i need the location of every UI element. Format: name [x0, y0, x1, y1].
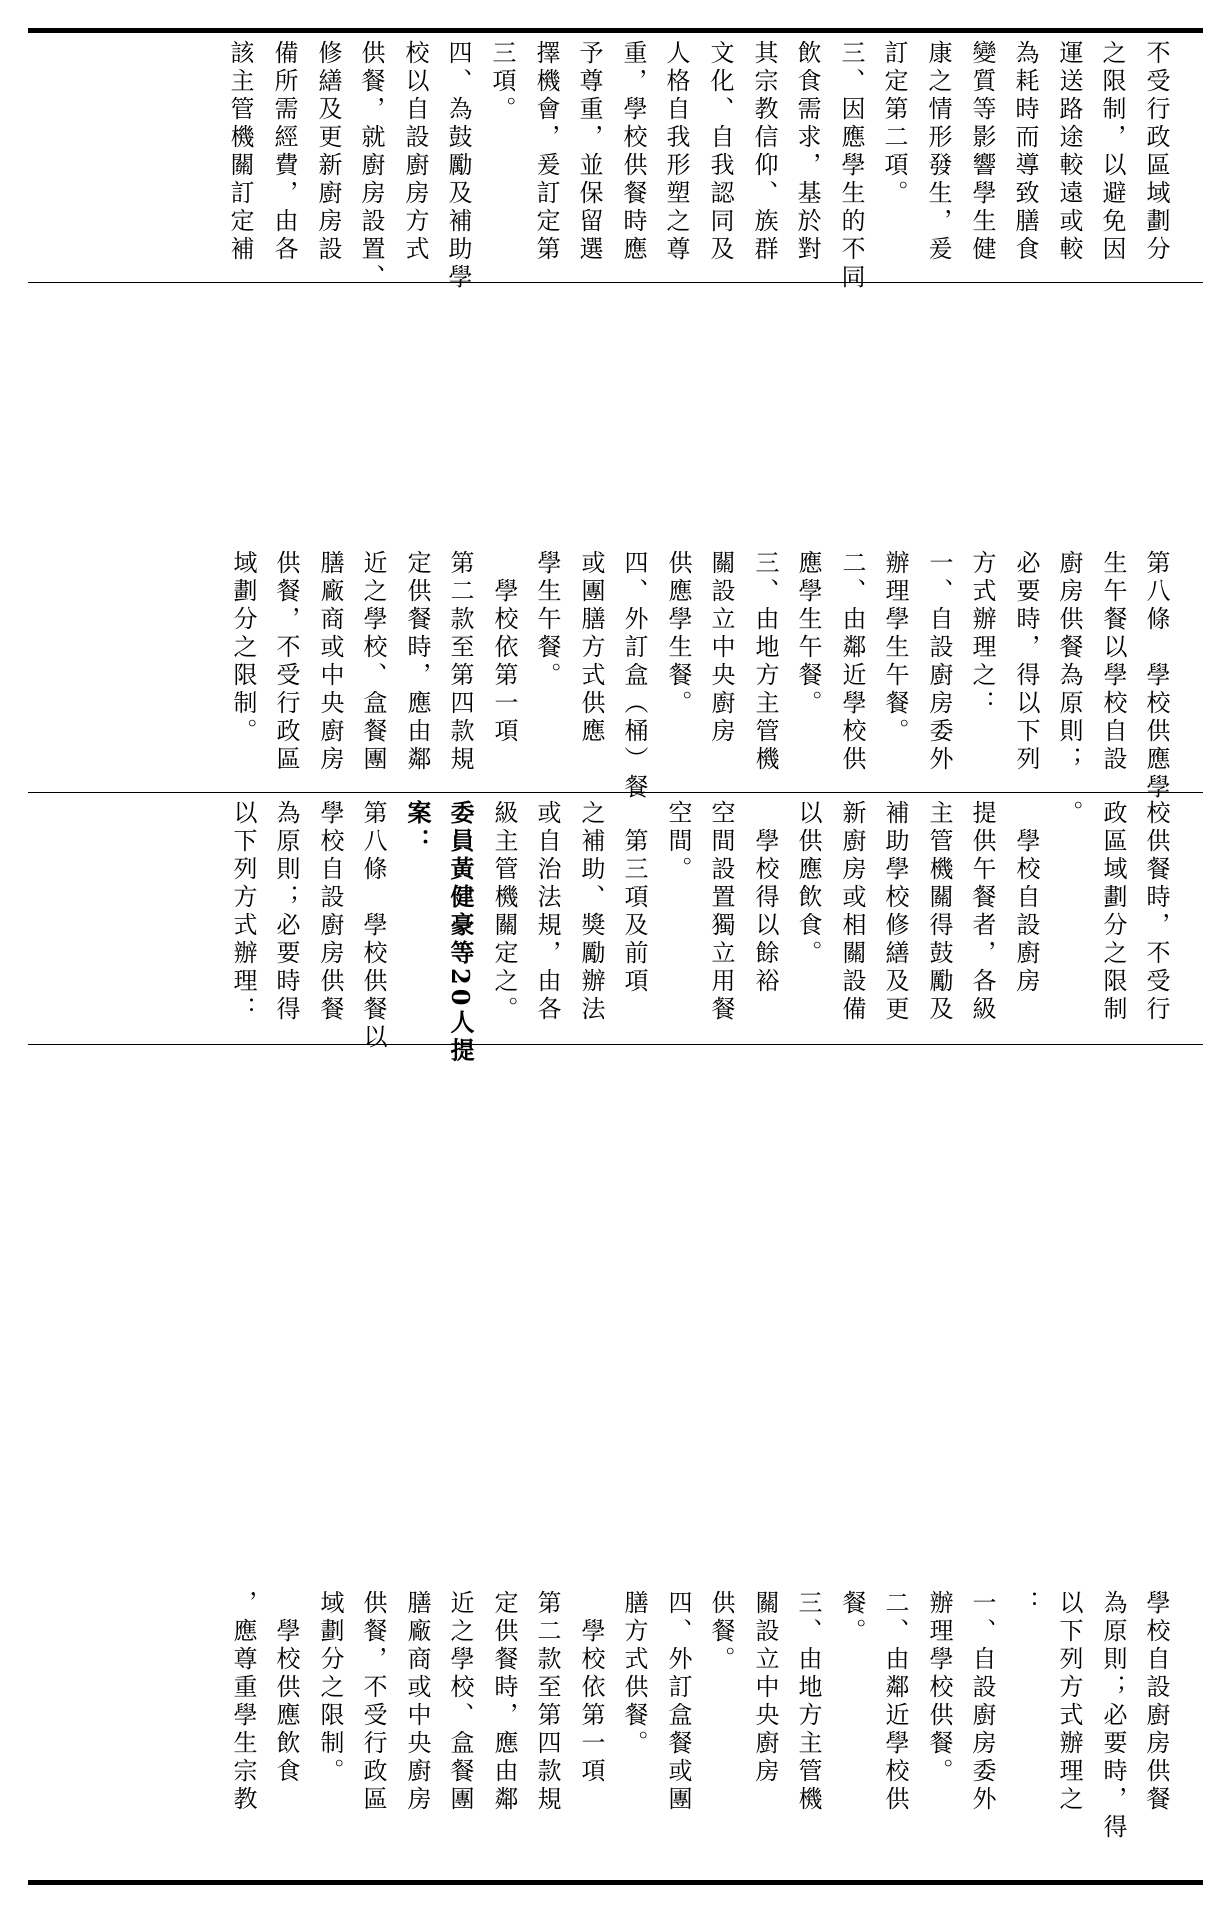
- divider-1: [28, 282, 1203, 283]
- text-column: 四、外訂盒餐或團: [664, 1590, 692, 1814]
- text-column: 學校自設廚房供餐: [1142, 1590, 1170, 1814]
- text-column: 膳廠商或中央廚房: [403, 1590, 431, 1814]
- text-column: 三、因應學生的不同: [837, 40, 865, 292]
- text-column: 之補助、獎勵辦法: [577, 800, 605, 1024]
- text-column: 政區域劃分之限制: [1099, 800, 1127, 1024]
- text-column: 提供午餐者，各級: [968, 800, 996, 1024]
- text-column: 飲食需求，基於對: [793, 40, 821, 264]
- text-column: 第三項及前項: [620, 800, 648, 996]
- text-column: 第二款至第四款規: [533, 1590, 561, 1814]
- text-column: 域劃分之限制。: [316, 1590, 344, 1786]
- top-rule: [28, 28, 1203, 33]
- text-column: 運送路途較遠或較: [1055, 40, 1083, 264]
- text-column: 二、由鄰近學校供: [838, 550, 866, 774]
- text-column: 予尊重，並保留選: [575, 40, 603, 264]
- text-column: 文化、自我認同及: [706, 40, 734, 264]
- bottom-rule: [28, 1880, 1203, 1885]
- text-column: 人格自我形塑之尊: [662, 40, 690, 264]
- text-column: 三項。: [488, 40, 516, 124]
- text-column: 三、由地方主管機: [751, 550, 779, 774]
- text-column: 為原則；必要時，得: [1099, 1590, 1127, 1842]
- text-column: 或團膳方式供應: [577, 550, 605, 746]
- text-column: 新廚房或相關設備: [838, 800, 866, 1024]
- text-column: 。: [1055, 800, 1083, 828]
- text-column: 學生午餐。: [533, 550, 561, 690]
- text-column: 膳廠商或中央廚房: [316, 550, 344, 774]
- text-column: 以下列方式辦理之: [1055, 1590, 1083, 1814]
- text-column: 學校依第一項: [577, 1590, 605, 1786]
- text-column: 訂定第二項。: [880, 40, 908, 208]
- text-column: 定供餐時，應由鄰: [403, 550, 431, 774]
- text-column: 應學生午餐。: [794, 550, 822, 718]
- text-column: 定供餐時，應由鄰: [490, 1590, 518, 1814]
- text-column: 關設立中央廚房: [751, 1590, 779, 1786]
- text-column: 供應學生餐。: [664, 550, 692, 718]
- text-column: 方式辦理之：: [968, 550, 996, 718]
- text-column: 委員黃健豪等20人提: [446, 800, 475, 1066]
- divider-2: [28, 792, 1203, 793]
- text-column: 學校供應飲食: [272, 1590, 300, 1786]
- text-column: 近之學校、盒餐團: [359, 550, 387, 774]
- text-column: 其宗教信仰、族群: [750, 40, 778, 264]
- text-column: 第八條 學校供餐以: [359, 800, 387, 1052]
- text-column: ，應尊重學生宗教: [229, 1590, 257, 1814]
- text-column: 或自治法規，由各: [533, 800, 561, 1024]
- text-column: 四、為鼓勵及補助學: [444, 40, 472, 292]
- text-column: ：: [1012, 1590, 1040, 1618]
- text-column: 供餐，不受行政區: [272, 550, 300, 774]
- text-column: 案：: [403, 800, 432, 856]
- text-column: 域劃分之限制。: [229, 550, 257, 746]
- text-column: 三、由地方主管機: [794, 1590, 822, 1814]
- text-column: 二、由鄰近學校供: [881, 1590, 909, 1814]
- text-column: 不受行政區域劃分: [1142, 40, 1170, 264]
- text-column: 供餐，就廚房設置、: [357, 40, 385, 292]
- text-column: 學校得以餘裕: [751, 800, 779, 996]
- text-column: 主管機關得鼓勵及: [925, 800, 953, 1024]
- text-column: 該主管機關訂定補: [226, 40, 254, 264]
- text-column: 康之情形發生，爰: [924, 40, 952, 264]
- text-column: 一、自設廚房委外: [968, 1590, 996, 1814]
- text-column: 級主管機關定之。: [490, 800, 518, 1024]
- text-column: 學校自設廚房供餐: [316, 800, 344, 1024]
- text-column: 為耗時而導致膳食: [1011, 40, 1039, 264]
- text-column: 膳方式供餐。: [620, 1590, 648, 1758]
- text-column: 一、自設廚房委外: [925, 550, 953, 774]
- text-column: 必要時，得以下列: [1012, 550, 1040, 774]
- text-column: 校供餐時，不受行: [1142, 800, 1170, 1024]
- text-column: 之限制，以避免因: [1098, 40, 1126, 264]
- text-column: 學校自設廚房: [1012, 800, 1040, 996]
- text-column: 辦理學校供餐。: [925, 1590, 953, 1786]
- text-column: 供餐。: [707, 1590, 735, 1674]
- text-column: 以供應飲食。: [794, 800, 822, 968]
- text-column: 補助學校修繕及更: [881, 800, 909, 1024]
- text-column: 第八條 學校供應學: [1142, 550, 1170, 802]
- divider-3: [28, 1044, 1203, 1045]
- text-column: 四、外訂盒（桶）餐: [620, 550, 648, 802]
- text-column: 擇機會，爰訂定第: [532, 40, 560, 264]
- text-column: 餐。: [838, 1590, 866, 1646]
- text-column: 以下列方式辦理：: [229, 800, 257, 1024]
- text-column: 廚房供餐為原則；: [1055, 550, 1083, 774]
- text-column: 為原則；必要時得: [272, 800, 300, 1024]
- text-column: 生午餐以學校自設: [1099, 550, 1127, 774]
- text-column: 空間設置獨立用餐: [707, 800, 735, 1024]
- text-column: 供餐，不受行政區: [359, 1590, 387, 1814]
- text-column: 變質等影響學生健: [968, 40, 996, 264]
- text-column: 第二款至第四款規: [446, 550, 474, 774]
- text-column: 備所需經費，由各: [270, 40, 298, 264]
- text-column: 辦理學生午餐。: [881, 550, 909, 746]
- text-column: 重，學校供餐時應: [619, 40, 647, 264]
- text-column: 校以自設廚房方式: [401, 40, 429, 264]
- text-column: 關設立中央廚房: [707, 550, 735, 746]
- text-column: 空間。: [664, 800, 692, 884]
- text-column: 近之學校、盒餐團: [446, 1590, 474, 1814]
- text-column: 修繕及更新廚房設: [314, 40, 342, 264]
- text-column: 學校依第一項: [490, 550, 518, 746]
